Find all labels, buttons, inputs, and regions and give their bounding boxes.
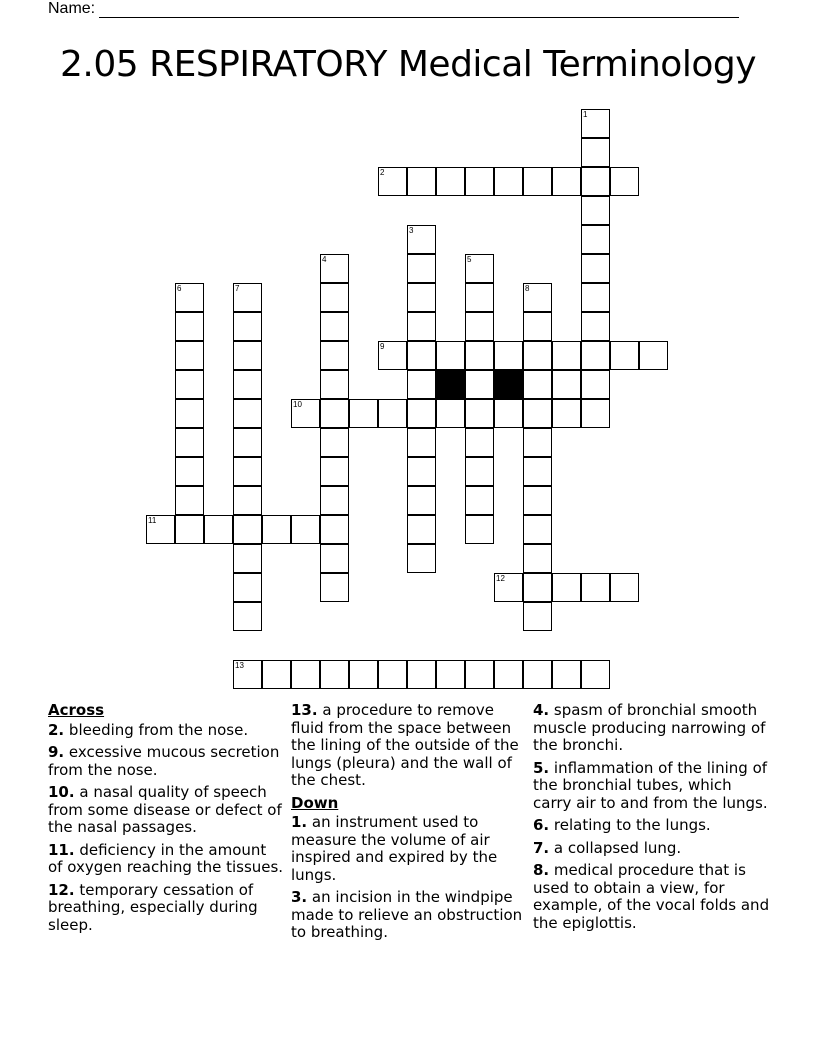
grid-cell[interactable] [407, 660, 436, 689]
grid-cell[interactable] [233, 602, 262, 631]
grid-cell[interactable] [610, 341, 639, 370]
grid-cell[interactable] [175, 457, 204, 486]
grid-cell[interactable] [175, 341, 204, 370]
grid-cell[interactable] [581, 109, 610, 138]
grid-cell[interactable] [233, 370, 262, 399]
across-heading: Across [48, 701, 105, 719]
grid-cell[interactable] [349, 399, 378, 428]
grid-cell[interactable] [523, 660, 552, 689]
grid-cell[interactable] [436, 399, 465, 428]
clue-down-1: 1. an instrument used to measure the volume of air inspired and expired by the lungs. [291, 813, 498, 884]
grid-cell[interactable] [523, 312, 552, 341]
grid-cell[interactable] [610, 573, 639, 602]
clue-down-5: 5. inflammation of the lining of the bronchial tubes, which carry air to and from the lungs. [533, 758, 768, 812]
grid-cell[interactable] [465, 515, 494, 544]
grid-cell[interactable] [233, 515, 262, 544]
clue-down-7: 7. a collapsed lung. [533, 838, 682, 857]
name-label: Name: [48, 0, 96, 17]
black-square [436, 370, 465, 399]
grid-cell[interactable] [465, 312, 494, 341]
grid-cell[interactable] [175, 312, 204, 341]
grid-cell[interactable] [407, 167, 436, 196]
grid-cell[interactable] [465, 457, 494, 486]
grid-cell[interactable] [581, 225, 610, 254]
grid-cell[interactable] [523, 486, 552, 515]
grid-cell[interactable] [552, 573, 581, 602]
grid-cell[interactable] [233, 283, 262, 312]
clue-across-9: 9. excessive mucous secretion from the nose. [48, 743, 280, 779]
grid-cell[interactable] [407, 486, 436, 515]
grid-cell[interactable] [436, 341, 465, 370]
grid-cell[interactable] [233, 573, 262, 602]
grid-cell[interactable] [175, 428, 204, 457]
grid-cell[interactable] [320, 660, 349, 689]
grid-cell[interactable] [581, 167, 610, 196]
grid-cell[interactable] [610, 167, 639, 196]
grid-cell[interactable] [494, 399, 523, 428]
grid-cell[interactable] [320, 486, 349, 515]
clue-number: 5 [467, 255, 472, 264]
grid-cell[interactable] [407, 254, 436, 283]
clue-number: 11 [148, 516, 157, 525]
grid-cell[interactable] [494, 341, 523, 370]
grid-cell[interactable] [407, 428, 436, 457]
grid-cell[interactable] [407, 457, 436, 486]
clue-across-10: 10. a nasal quality of speech from some disease or defect of the nasal passages. [48, 783, 282, 836]
grid-cell[interactable] [320, 515, 349, 544]
grid-cell[interactable] [233, 457, 262, 486]
grid-cell[interactable] [465, 254, 494, 283]
grid-cell[interactable] [407, 370, 436, 399]
grid-cell[interactable] [639, 341, 668, 370]
grid-cell[interactable] [465, 399, 494, 428]
grid-cell[interactable] [262, 660, 291, 689]
grid-cell[interactable] [291, 515, 320, 544]
grid-cell[interactable] [175, 399, 204, 428]
clue-across-11: 11. deficiency in the amount of oxygen reaching the tissues. [48, 840, 284, 876]
grid-cell[interactable] [494, 573, 523, 602]
grid-cell[interactable] [407, 225, 436, 254]
grid-cell[interactable] [581, 399, 610, 428]
grid-cell[interactable] [146, 515, 175, 544]
grid-cell[interactable] [233, 660, 262, 689]
clues-column-3 [533, 702, 773, 937]
grid-cell[interactable] [523, 573, 552, 602]
grid-cell[interactable] [581, 341, 610, 370]
grid-cell[interactable] [407, 399, 436, 428]
grid-cell[interactable] [436, 167, 465, 196]
clue-across-13: 13. a procedure to remove fluid from the space between the lining of the outside of the lungs (pleura) and the wall of the chest. [291, 701, 519, 789]
clue-number: 4 [322, 255, 327, 264]
clue-number: 9 [380, 342, 385, 351]
grid-cell[interactable] [581, 196, 610, 225]
grid-cell[interactable] [378, 660, 407, 689]
grid-cell[interactable] [320, 254, 349, 283]
grid-cell[interactable] [523, 515, 552, 544]
clues-column-1 [48, 702, 284, 939]
grid-cell[interactable] [320, 544, 349, 573]
grid-cell[interactable] [291, 660, 320, 689]
grid-cell[interactable] [175, 515, 204, 544]
grid-cell[interactable] [581, 138, 610, 167]
grid-cell[interactable] [494, 167, 523, 196]
grid-cell[interactable] [320, 312, 349, 341]
grid-cell[interactable] [523, 428, 552, 457]
grid-cell[interactable] [552, 167, 581, 196]
grid-cell[interactable] [407, 312, 436, 341]
grid-cell[interactable] [523, 544, 552, 573]
page-title: 2.05 RESPIRATORY Medical Terminology [59, 44, 757, 85]
grid-cell[interactable] [465, 486, 494, 515]
clue-number: 2 [380, 168, 385, 177]
grid-cell[interactable] [378, 341, 407, 370]
clue-across-12: 12. temporary cessation of breathing, especially during sleep. [48, 880, 258, 934]
grid-cell[interactable] [581, 283, 610, 312]
grid-cell[interactable] [204, 515, 233, 544]
grid-cell[interactable] [262, 515, 291, 544]
grid-cell[interactable] [465, 167, 494, 196]
clue-number: 7 [235, 284, 240, 293]
grid-cell[interactable] [378, 399, 407, 428]
grid-cell[interactable] [523, 399, 552, 428]
grid-cell[interactable] [407, 515, 436, 544]
grid-cell[interactable] [233, 486, 262, 515]
grid-cell[interactable] [175, 370, 204, 399]
grid-cell[interactable] [465, 660, 494, 689]
grid-cell[interactable] [233, 399, 262, 428]
grid-cell[interactable] [378, 167, 407, 196]
grid-cell[interactable] [552, 399, 581, 428]
clue-number: 8 [525, 284, 530, 293]
grid-cell[interactable] [320, 573, 349, 602]
grid-cell[interactable] [320, 341, 349, 370]
grid-cell[interactable] [320, 370, 349, 399]
clue-number: 3 [409, 226, 414, 235]
grid-cell[interactable] [465, 283, 494, 312]
grid-cell[interactable] [552, 660, 581, 689]
grid-cell[interactable] [523, 167, 552, 196]
clue-number: 1 [583, 110, 588, 119]
grid-cell[interactable] [465, 370, 494, 399]
clue-down-4: 4. spasm of bronchial smooth muscle producing narrowing of the bronchi. [533, 701, 766, 754]
grid-cell[interactable] [320, 283, 349, 312]
grid-cell[interactable] [523, 602, 552, 631]
grid-cell[interactable] [233, 312, 262, 341]
grid-cell[interactable] [523, 457, 552, 486]
clue-down-6: 6. relating to the lungs. [533, 816, 711, 834]
clues-column-2 [291, 702, 525, 947]
down-heading: Down [291, 793, 339, 812]
grid-cell[interactable] [523, 341, 552, 370]
grid-cell[interactable] [407, 341, 436, 370]
grid-cell[interactable] [407, 544, 436, 573]
grid-cell[interactable] [175, 486, 204, 515]
clue-number: 13 [235, 661, 244, 670]
clue-down-3: 3. an incision in the windpipe made to relieve an obstruction to breathing. [291, 888, 523, 941]
grid-cell[interactable] [581, 254, 610, 283]
black-square [494, 370, 523, 399]
grid-cell[interactable] [523, 283, 552, 312]
grid-cell[interactable] [436, 660, 465, 689]
grid-cell[interactable] [581, 370, 610, 399]
grid-cell[interactable] [465, 341, 494, 370]
grid-cell[interactable] [233, 428, 262, 457]
grid-cell[interactable] [320, 399, 349, 428]
grid-cell[interactable] [320, 457, 349, 486]
clue-across-2: 2. bleeding from the nose. [48, 720, 249, 739]
grid-cell[interactable] [291, 399, 320, 428]
grid-cell[interactable] [581, 312, 610, 341]
grid-cell[interactable] [494, 660, 523, 689]
grid-cell[interactable] [407, 283, 436, 312]
clue-down-8: 8. medical procedure that is used to obtain a view, for example, of the vocal folds and the epiglottis. [533, 861, 770, 932]
grid-cell[interactable] [465, 428, 494, 457]
clue-number: 6 [177, 284, 182, 293]
clue-number: 10 [293, 400, 302, 409]
grid-cell[interactable] [233, 341, 262, 370]
grid-cell[interactable] [320, 428, 349, 457]
grid-cell[interactable] [581, 573, 610, 602]
grid-cell[interactable] [233, 544, 262, 573]
grid-cell[interactable] [523, 370, 552, 399]
grid-cell[interactable] [552, 341, 581, 370]
grid-cell[interactable] [349, 660, 378, 689]
grid-cell[interactable] [581, 660, 610, 689]
grid-cell[interactable] [175, 283, 204, 312]
grid-cell[interactable] [552, 370, 581, 399]
clue-number: 12 [496, 574, 505, 583]
